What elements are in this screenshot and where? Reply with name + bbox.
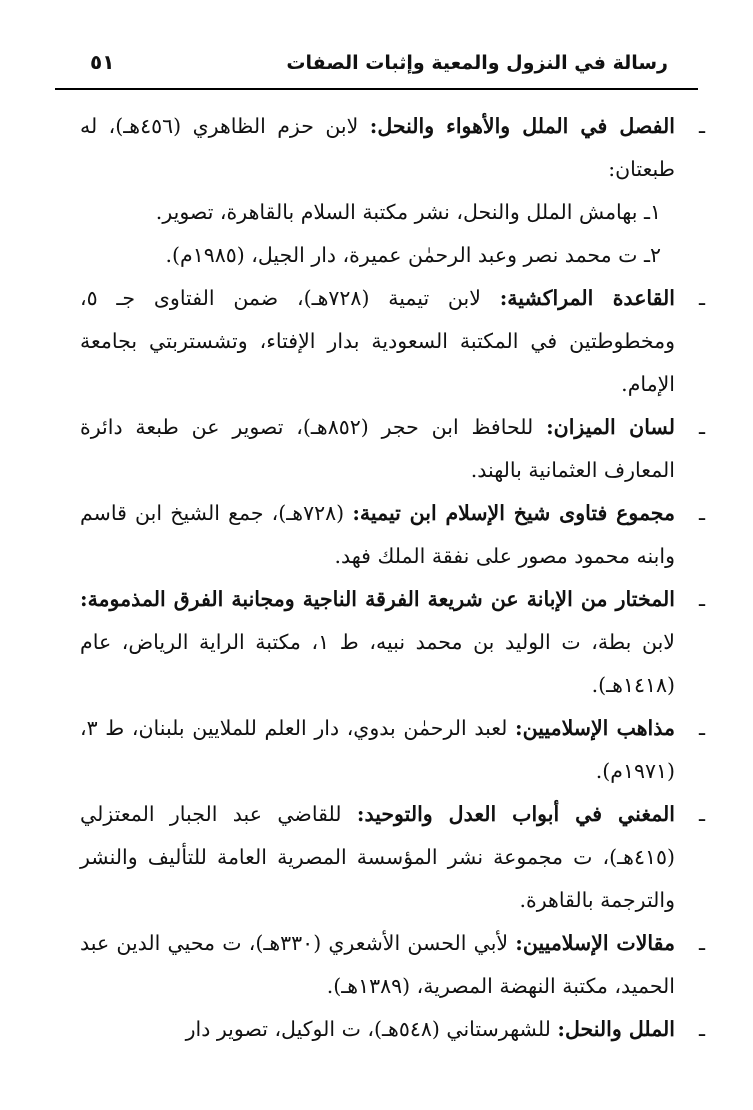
entry-title: مقالات الإسلاميين: (515, 931, 675, 955)
bibliography-list (80, 105, 705, 1051)
entry-bullet: ـ (698, 501, 705, 525)
entry-text: للحافظ ابن حجر (٨٥٢هـ)، تصوير عن طبعة دائرة المعارف العثمانية بالهند. (80, 415, 675, 482)
running-title: رسالة في النزول والمعية وإثبات الصفات (286, 52, 668, 74)
entry-title: مجموع فتاوى شيخ الإسلام ابن تيمية: (352, 501, 676, 525)
bibliography-entry (80, 793, 705, 922)
entry-text: (٧٢٨هـ)، جمع الشيخ ابن قاسم وابنه محمود مصور على نفقة الملك فهد. (80, 501, 675, 568)
page-header (55, 40, 698, 90)
bibliography-entry (80, 492, 705, 578)
bibliography-entry (80, 277, 705, 406)
entry-title: لسان الميزان: (546, 415, 675, 439)
entry-title: القاعدة المراكشية: (499, 286, 675, 310)
bibliography-entry (80, 105, 705, 277)
entry-text: لابن حزم الظاهري (٤٥٦هـ)، له طبعتان: (80, 114, 675, 181)
entry-bullet: ـ (698, 415, 705, 439)
bibliography-entry (80, 922, 705, 1008)
entry-bullet: ـ (698, 587, 705, 611)
entry-text: للشهرستاني (٥٤٨هـ)، ت الوكيل، تصوير دار (185, 1017, 558, 1041)
entry-text: لأبي الحسن الأشعري (٣٣٠هـ)، ت محيي الدين عبد الحميد، مكتبة النهضة المصرية، (١٣٨٩هـ). (80, 931, 675, 998)
bibliography-entry (80, 406, 705, 492)
bibliography-entry (80, 707, 705, 793)
entry-text: للقاضي عبد الجبار المعتزلي (٤١٥هـ)، ت مجموعة نشر المؤسسة المصرية العامة للتأليف والنشر والترجمة بالقاهرة. (80, 802, 675, 912)
bibliography-entry (80, 578, 705, 707)
entry-bullet: ـ (698, 931, 705, 955)
entry-title: الملل والنحل: (557, 1017, 675, 1041)
entry-bullet: ـ (698, 286, 705, 310)
entry-title: المختار من الإبانة عن شريعة الفرقة الناجية ومجانبة الفرق المذمومة: (80, 587, 675, 611)
entry-edition: ١ـ بهامش الملل والنحل، نشر مكتبة السلام بالقاهرة، تصوير. (155, 200, 661, 224)
entry-bullet: ـ (698, 802, 705, 826)
entry-bullet: ـ (698, 114, 705, 138)
page-number: ٥١ (90, 50, 115, 74)
entry-text: لعبد الرحمٰن بدوي، دار العلم للملايين بلبنان، ط ٣، (١٩٧١م). (80, 716, 675, 783)
bibliography-entry (80, 1008, 705, 1051)
entry-title: الفصل في الملل والأهواء والنحل: (369, 114, 675, 138)
entry-title: مذاهب الإسلاميين: (515, 716, 675, 740)
header-rule (55, 88, 698, 90)
entry-edition: ٢ـ ت محمد نصر وعبد الرحمٰن عميرة، دار الجيل، (١٩٨٥م). (165, 243, 661, 267)
entry-title: المغني في أبواب العدل والتوحيد: (356, 802, 676, 826)
entry-text: لابن تيمية (٧٢٨هـ)، ضمن الفتاوى جـ ٥، ومخطوطتين في المكتبة السعودية بدار الإفتاء، وتشستربتي بجامعة الإمام. (80, 286, 675, 396)
entry-bullet: ـ (698, 1017, 705, 1041)
entry-text: لابن بطة، ت الوليد بن محمد نبيه، ط ١، مكتبة الراية الرياض، عام (١٤١٨هـ). (80, 630, 675, 697)
entry-bullet: ـ (698, 716, 705, 740)
